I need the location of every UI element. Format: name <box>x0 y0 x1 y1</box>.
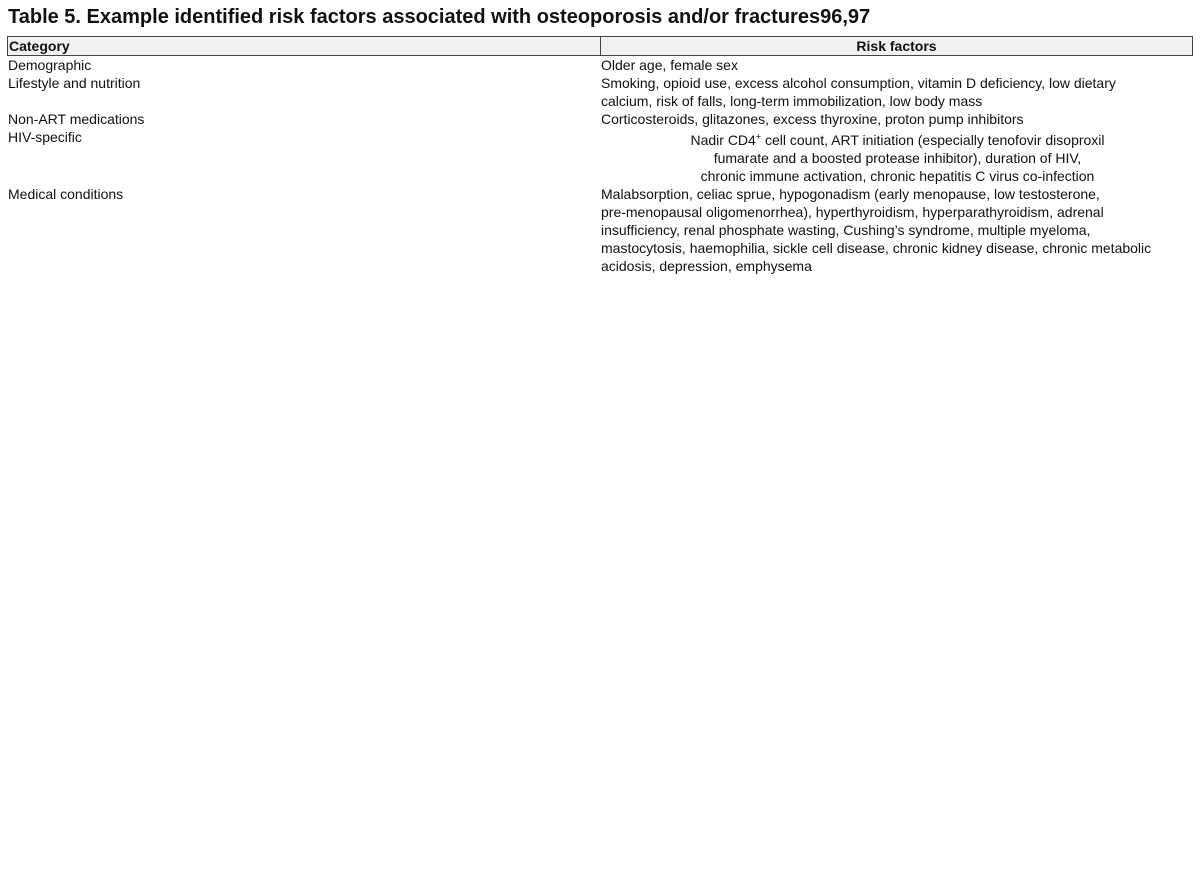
risk-factors-line: acidosis, depression, emphysema <box>601 258 812 274</box>
category-cell: Demographic <box>8 57 92 73</box>
cd4-superscript: + <box>755 131 762 142</box>
cd4-prefix: Nadir CD4 <box>690 132 756 148</box>
risk-factors-table <box>7 36 1193 275</box>
risk-factors-line: Older age, female sex <box>601 57 738 73</box>
risk-factors-line: Corticosteroids, glitazones, excess thyroxine, proton pump inhibitors <box>601 111 1024 127</box>
category-cell: Non-ART medications <box>8 111 145 127</box>
risk-factors-line: mastocytosis, haemophilia, sickle cell disease, chronic kidney disease, chronic metabolic <box>601 240 1152 256</box>
category-cell: Lifestyle and nutrition <box>8 75 141 91</box>
header-category: Category <box>8 37 601 55</box>
risk-factors-cell <box>601 56 1194 74</box>
table-header-row <box>7 36 1193 56</box>
risk-factors-line: insufficiency, renal phosphate wasting, Cushing’s syndrome, multiple myeloma, <box>601 222 1091 238</box>
risk-factors-cell <box>601 185 1194 275</box>
risk-factors-line: pre-menopausal oligomenorrhea), hyperthyroidism, hyperparathyroidism, adrenal <box>601 204 1104 220</box>
table-title: Table 5. Example identified risk factors associated with osteoporosis and/or fractures96,97 <box>8 6 871 28</box>
risk-factors-line: calcium, risk of falls, long-term immobilization, low body mass <box>601 93 983 109</box>
table-row <box>7 185 1193 275</box>
risk-factors-cell <box>601 74 1194 110</box>
table-row <box>7 128 1193 185</box>
risk-factors-line: Malabsorption, celiac sprue, hypogonadism (early menopause, low testosterone, <box>601 186 1100 202</box>
table-row <box>7 56 1193 74</box>
risk-factors-line <box>601 131 1194 149</box>
header-risk-factors: Risk factors <box>856 38 937 54</box>
table-row <box>7 74 1193 110</box>
risk-factors-line: Smoking, opioid use, excess alcohol consumption, vitamin D deficiency, low dietary <box>601 75 1116 91</box>
cd4-suffix: cell count, ART initiation (especially tenofovir disoproxil <box>761 132 1105 148</box>
table-row <box>7 110 1193 128</box>
risk-factors-line: chronic immune activation, chronic hepatitis C virus co-infection <box>700 168 1095 184</box>
risk-factors-cell <box>601 128 1194 185</box>
category-cell: Medical conditions <box>8 186 124 202</box>
risk-factors-line: fumarate and a boosted protease inhibitor), duration of HIV, <box>713 150 1082 166</box>
category-cell: HIV-specific <box>8 129 82 145</box>
risk-factors-cell <box>601 110 1194 128</box>
